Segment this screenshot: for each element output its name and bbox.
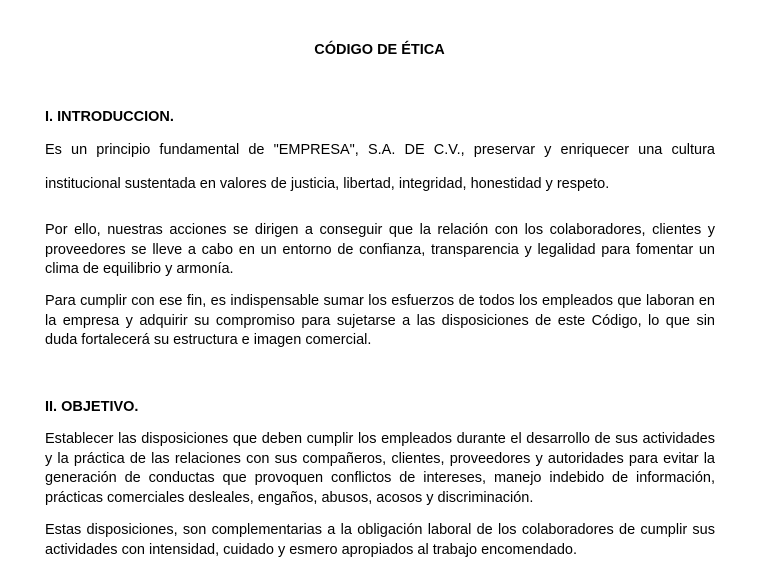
paragraph-line: institucional sustentada en valores de justicia, libertad, integridad, honestidad y respeto. [45,176,610,192]
paragraph-line: y la práctica de las relaciones con sus compañeros, clientes, proveedores y autoridades para evitar la [45,450,715,467]
paragraph-line: Estas disposiciones, son complementarias a la obligación laboral de los colaboradores de cumplir sus [45,522,715,538]
paragraph-intro-3 [45,292,715,351]
document-title: CÓDIGO DE ÉTICA [314,42,445,58]
paragraph-line: Por ello, nuestras acciones se dirigen a conseguir que la relación con los colaboradores, clientes y [45,222,715,238]
paragraph-objetivo-2 [45,521,715,560]
paragraph-line: Establecer las disposiciones que deben cumplir los empleados durante el desarrollo de sus actividades [45,431,715,447]
paragraph-line: clima de equilibrio y armonía. [45,261,234,278]
paragraph-line: Es un principio fundamental de "EMPRESA", S.A. DE C.V., preservar y enriquecer una cultura [45,142,715,158]
paragraph-line: actividades con intensidad, cuidado y esmero apropiados al trabajo encomendado. [45,541,578,558]
paragraph-line: proveedores se lleve a cabo en un entorno de confianza, transparencia y legalidad para fomentar un [45,241,715,258]
section-heading-introduccion: I. INTRODUCCION. [45,109,174,125]
paragraph-line: la empresa y adquirir su compromiso para sujetarse a las disposiciones de este Código, lo que sin [45,312,715,329]
paragraph-line: duda fortalecerá su estructura e imagen comercial. [45,332,372,349]
paragraph-intro-2 [45,221,715,280]
paragraph-objetivo-1 [45,430,715,508]
paragraph-line: Para cumplir con ese fin, es indispensable sumar los esfuerzos de todos los empleados que laboran en [45,293,715,309]
section-heading-objetivo: II. OBJETIVO. [45,399,139,415]
paragraph-line: generación de conductas que provoquen conflictos de intereses, manejo indebido de información, [45,470,715,487]
paragraph-intro-1 [45,133,715,201]
paragraph-line: prácticas comerciales desleales, engaños, abusos, acosos y discriminación. [45,489,534,506]
